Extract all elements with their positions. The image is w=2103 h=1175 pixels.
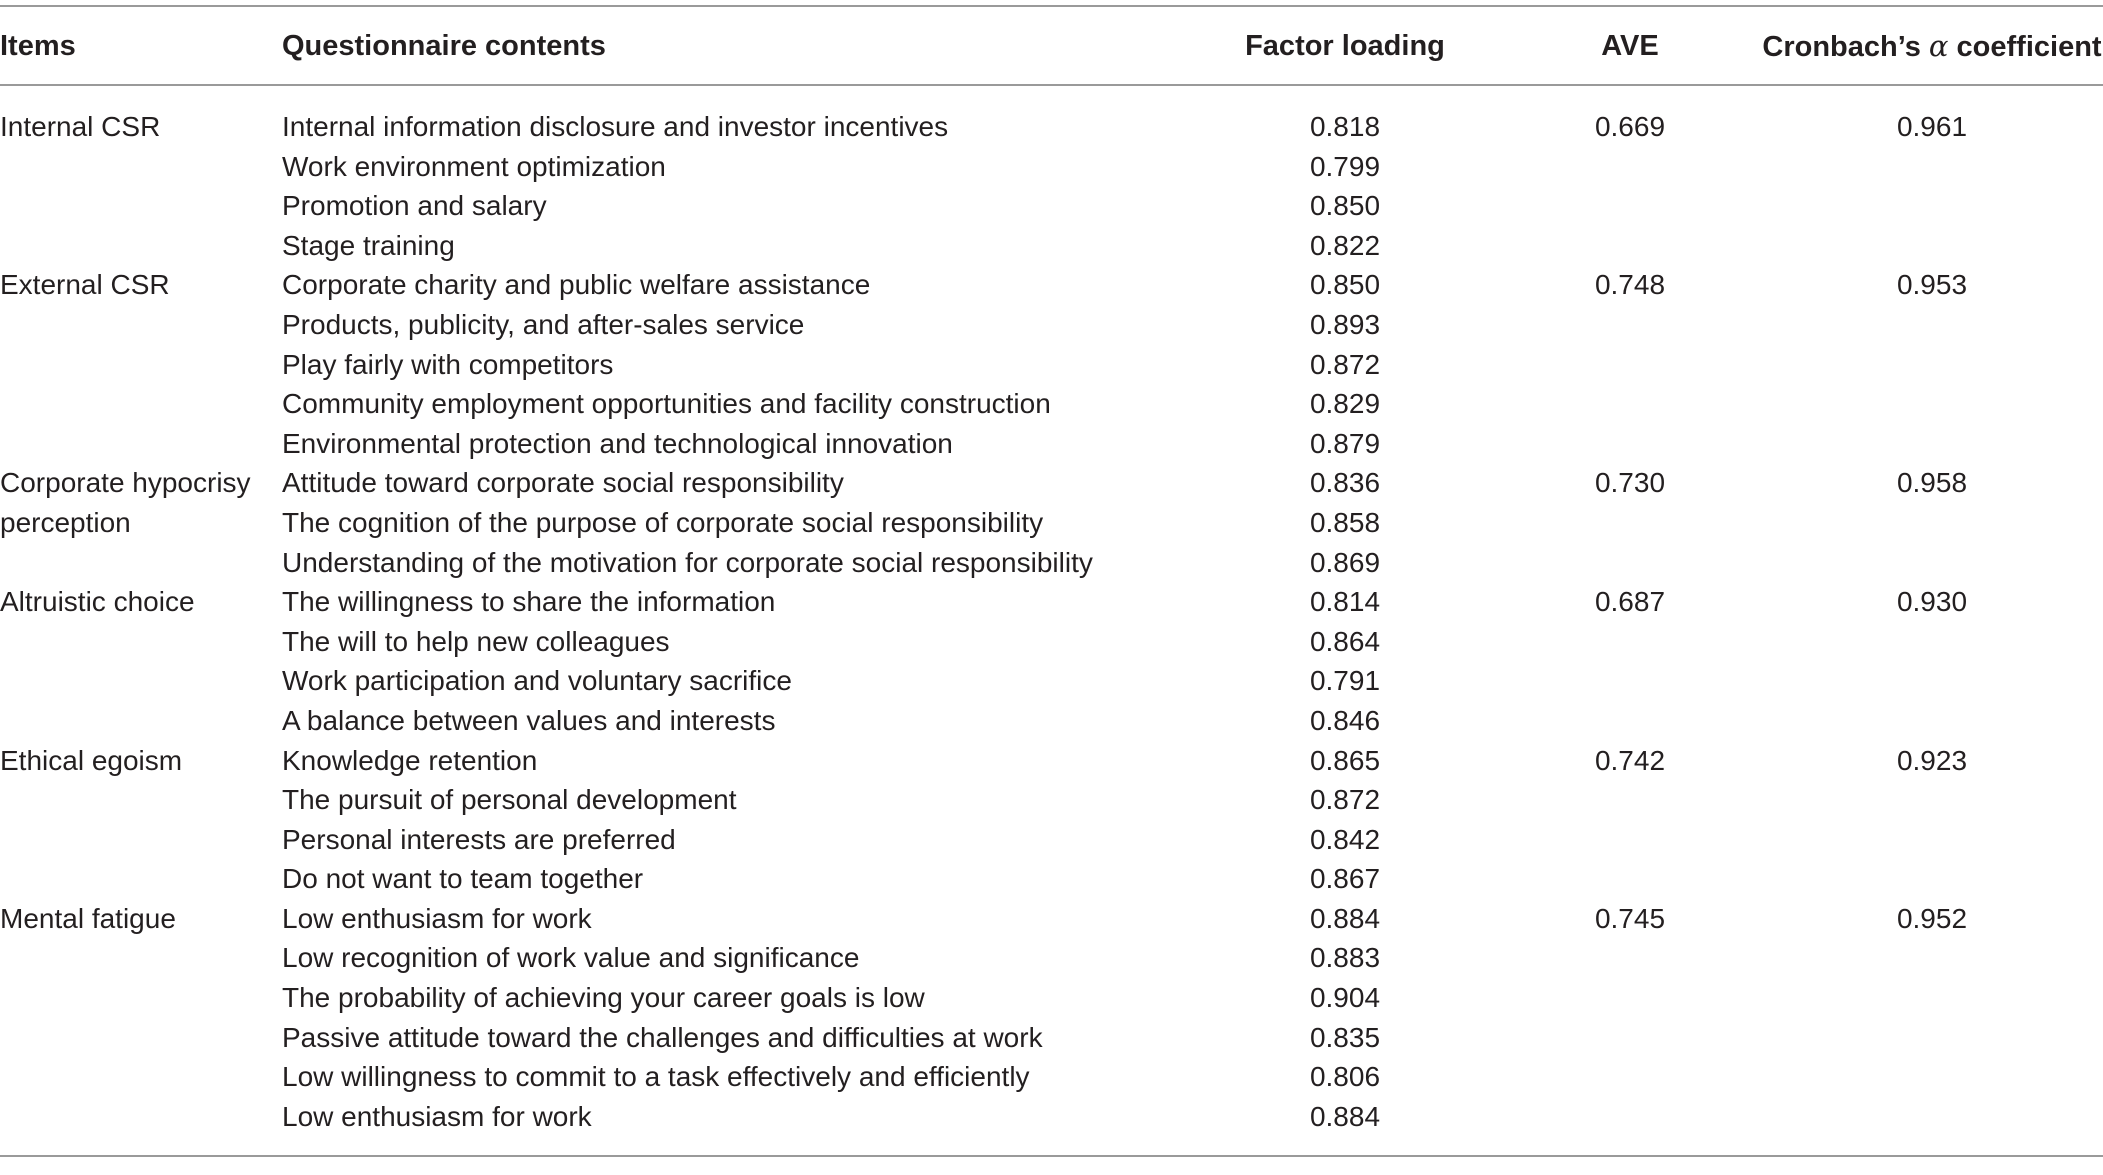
content-cell: Products, publicity, and after-sales service (282, 308, 805, 340)
factor-loading-cell: 0.872 (1309, 348, 1381, 380)
factor-loading-cell: 0.872 (1309, 784, 1381, 816)
factor-loading-cell: 0.829 (1309, 388, 1381, 420)
factor-loading-cell: 0.864 (1309, 625, 1381, 657)
factor-loading-cell: 0.865 (1309, 744, 1381, 776)
content-cell: The willingness to share the information (282, 586, 776, 618)
content-cell: Community employment opportunities and facility construction (282, 388, 1051, 420)
content-cell: Attitude toward corporate social responsibility (282, 467, 844, 499)
factor-loading-cell: 0.850 (1309, 190, 1381, 222)
factor-loading-cell: 0.806 (1309, 1061, 1381, 1093)
factor-loading-cell: 0.893 (1309, 308, 1381, 340)
table-row (0, 661, 2103, 701)
content-cell: The will to help new colleagues (282, 625, 670, 657)
ave-cell: 0.745 (1594, 902, 1666, 934)
table-row (0, 384, 2103, 424)
factor-loading-cell: 0.814 (1309, 586, 1381, 618)
content-cell: Low enthusiasm for work (282, 902, 592, 934)
ave-cell: 0.669 (1594, 111, 1666, 142)
factor-loading-cell: 0.858 (1309, 506, 1381, 538)
factor-loading-cell: 0.791 (1309, 665, 1381, 697)
table-row (0, 780, 2103, 820)
table-row (0, 859, 2103, 899)
content-cell: Personal interests are preferred (282, 823, 676, 855)
table-row (0, 582, 2103, 622)
item-cell: Corporate hypocrisy (0, 467, 251, 499)
factor-loading-cell: 0.867 (1309, 863, 1381, 895)
item-cell: perception (0, 506, 131, 538)
table-bottom-rule (0, 1155, 2103, 1157)
table-header-rule (0, 84, 2103, 86)
table-row (0, 305, 2103, 345)
content-cell: Low enthusiasm for work (282, 1100, 592, 1132)
ave-cell: 0.687 (1594, 586, 1666, 618)
factor-loading-cell: 0.884 (1309, 902, 1381, 934)
factor-loading-cell: 0.842 (1309, 823, 1381, 855)
content-cell: Work participation and voluntary sacrifice (282, 665, 792, 697)
content-cell: Internal information disclosure and investor incentives (282, 111, 949, 142)
table-row (0, 820, 2103, 860)
header-alpha-suffix: coefficient (1948, 31, 2102, 63)
table-row (0, 107, 2103, 147)
alpha-cell: 0.923 (1896, 744, 1968, 776)
content-cell: Play fairly with competitors (282, 348, 614, 380)
header-alpha-symbol: α (1928, 29, 1949, 63)
header-cronbach-alpha (1762, 22, 2102, 71)
item-cell: Internal CSR (0, 111, 161, 142)
factor-loading-cell: 0.822 (1309, 229, 1381, 261)
factor-loading-cell: 0.904 (1309, 982, 1381, 1014)
table-row (0, 147, 2103, 187)
item-cell: Altruistic choice (0, 586, 195, 618)
content-cell: Work environment optimization (282, 150, 666, 182)
factor-loading-cell: 0.836 (1309, 467, 1381, 499)
alpha-cell: 0.953 (1896, 269, 1968, 301)
content-cell: Environmental protection and technological innovation (282, 427, 953, 459)
header-alpha-prefix: Cronbach’s (1762, 31, 1929, 63)
table-body (0, 107, 2103, 1136)
content-cell: The probability of achieving your career goals is low (282, 982, 925, 1014)
content-cell: A balance between values and interests (282, 704, 776, 736)
table-row (0, 622, 2103, 662)
ave-cell: 0.730 (1594, 467, 1666, 499)
table-row (0, 701, 2103, 741)
content-cell: Passive attitude toward the challenges and difficulties at work (282, 1021, 1043, 1053)
factor-loading-cell: 0.879 (1309, 427, 1381, 459)
table-row (0, 1018, 2103, 1058)
header-factor-loading: Factor loading (1245, 30, 1445, 62)
content-cell: Knowledge retention (282, 744, 538, 776)
alpha-cell: 0.961 (1896, 111, 1968, 142)
factor-loading-cell: 0.818 (1309, 111, 1381, 142)
table-row (0, 186, 2103, 226)
table-row (0, 424, 2103, 464)
table-row (0, 463, 2103, 503)
table-row (0, 938, 2103, 978)
table-row (0, 899, 2103, 939)
item-cell: Mental fatigue (0, 902, 176, 934)
alpha-cell: 0.958 (1896, 467, 1968, 499)
factor-loading-cell: 0.850 (1309, 269, 1381, 301)
item-cell: External CSR (0, 269, 170, 301)
factor-loading-cell: 0.846 (1309, 704, 1381, 736)
table-row (0, 226, 2103, 266)
table-row (0, 345, 2103, 385)
table-header-row (0, 22, 2103, 70)
content-cell: Corporate charity and public welfare assistance (282, 269, 871, 301)
ave-cell: 0.742 (1594, 744, 1666, 776)
content-cell: The cognition of the purpose of corporate social responsibility (282, 506, 1044, 538)
header-items: Items (0, 30, 76, 62)
factor-loading-cell: 0.883 (1309, 942, 1381, 974)
factor-loading-cell: 0.799 (1309, 150, 1381, 182)
content-cell: The pursuit of personal development (282, 784, 737, 816)
content-cell: Do not want to team together (282, 863, 644, 895)
factor-loading-cell: 0.884 (1309, 1100, 1381, 1132)
table-row (0, 741, 2103, 781)
table-top-rule (0, 5, 2103, 7)
content-cell: Promotion and salary (282, 190, 547, 222)
table-row (0, 1057, 2103, 1097)
alpha-cell: 0.952 (1896, 902, 1968, 934)
table-row (0, 1097, 2103, 1137)
content-cell: Low willingness to commit to a task effectively and efficiently (282, 1061, 1030, 1093)
header-questionnaire-contents: Questionnaire contents (282, 30, 606, 62)
factor-loading-cell: 0.835 (1309, 1021, 1381, 1053)
content-cell: Understanding of the motivation for corporate social responsibility (282, 546, 1093, 578)
alpha-cell: 0.930 (1896, 586, 1968, 618)
factor-loading-cell: 0.869 (1309, 546, 1381, 578)
table-row (0, 503, 2103, 543)
table-row (0, 978, 2103, 1018)
header-ave: AVE (1601, 30, 1659, 62)
content-cell: Low recognition of work value and significance (282, 942, 860, 974)
table-row (0, 265, 2103, 305)
content-cell: Stage training (282, 229, 455, 261)
table-row (0, 543, 2103, 583)
item-cell: Ethical egoism (0, 744, 183, 776)
ave-cell: 0.748 (1594, 269, 1666, 301)
